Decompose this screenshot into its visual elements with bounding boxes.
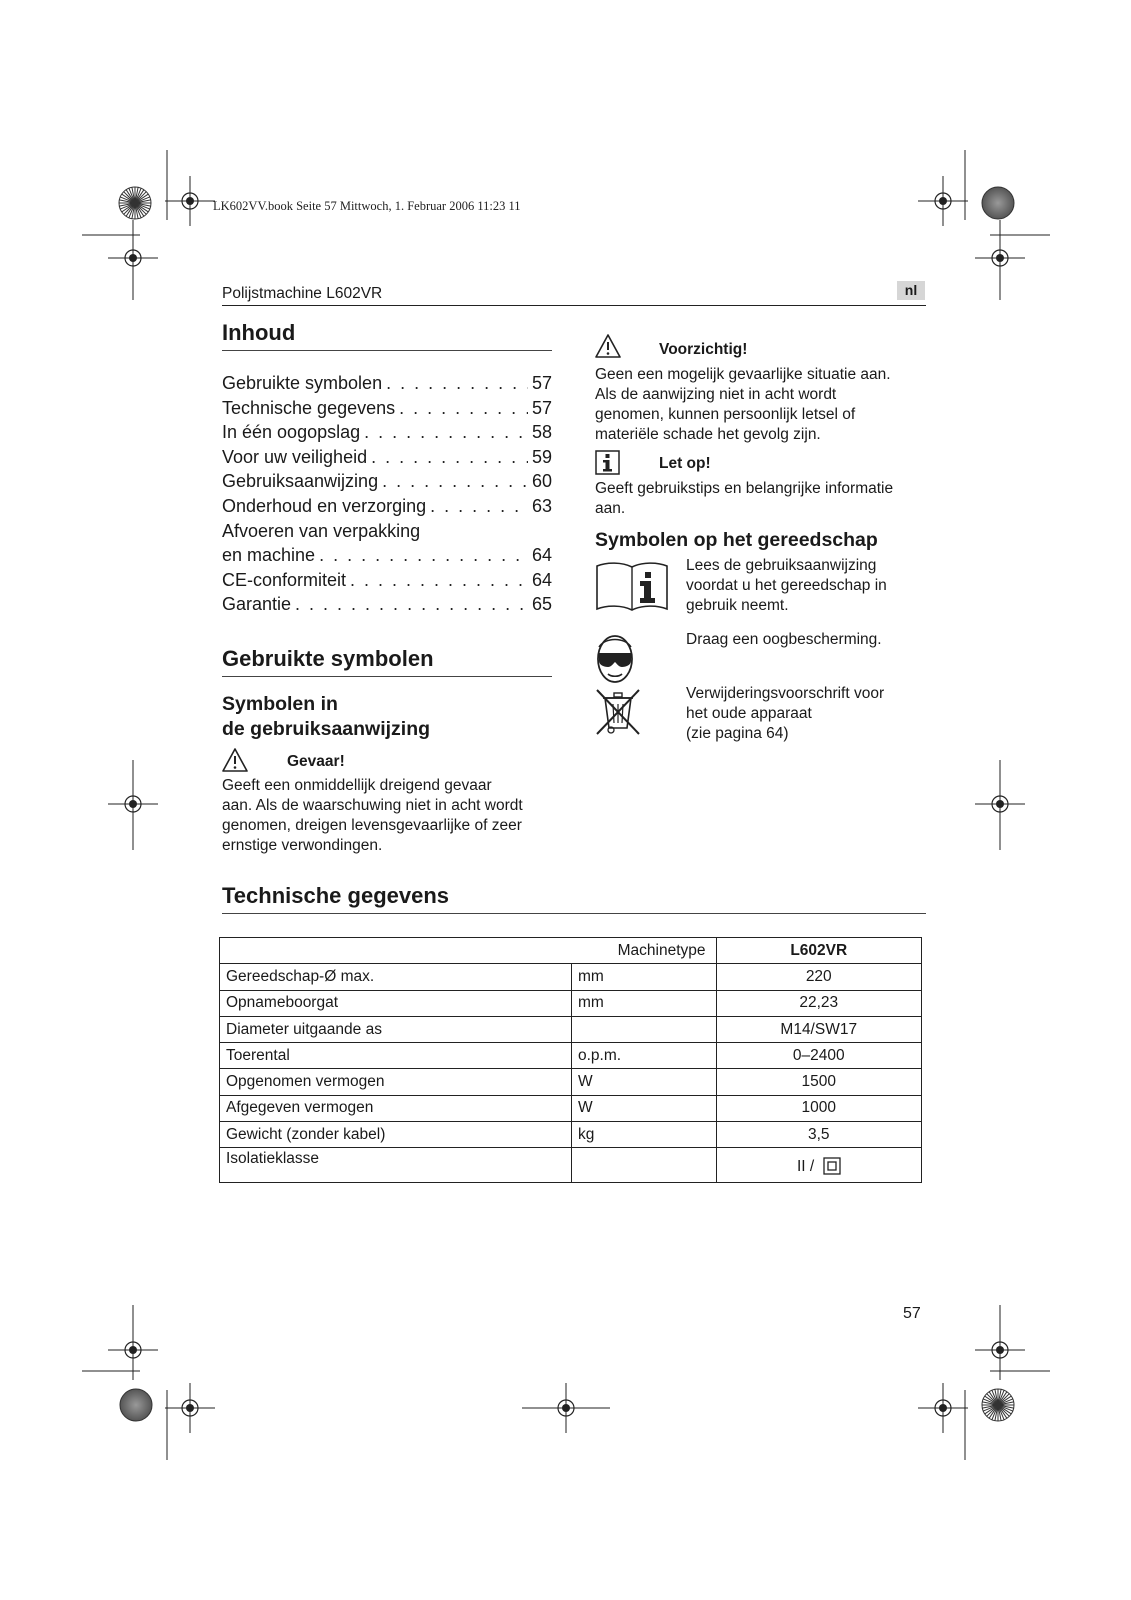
toc-entry[interactable] bbox=[222, 545, 552, 570]
toc-entry[interactable] bbox=[222, 471, 552, 496]
toc-entry[interactable] bbox=[222, 570, 552, 595]
toc-entry[interactable] bbox=[222, 521, 552, 546]
toc-entry-label: Technische gegevens bbox=[222, 397, 396, 418]
book-info-line: LK602VV.book Seite 57 Mittwoch, 1. Februar 2006 11:23 11 bbox=[213, 199, 521, 213]
danger-text: Geeft een onmiddellijk dreigend gevaar aan. Als de waarschuwing niet in acht wordt genomen, dreigen levensgevaarlijke of zeer ernstige verwondingen. bbox=[222, 777, 523, 854]
toc-entry[interactable] bbox=[222, 496, 552, 521]
page-number: 57 bbox=[903, 1305, 921, 1322]
table-header-row bbox=[220, 938, 922, 964]
tool-symbols-heading: Symbolen op het gereedschap bbox=[595, 529, 878, 551]
table-row: Gereedschap-Ø max. mm 220 bbox=[220, 964, 922, 990]
symbols-subheading: Symbolen in de gebruiksaanwijzing bbox=[222, 693, 431, 740]
toc-entry-page: 60 bbox=[531, 471, 552, 492]
toc-entry-label: Gebruikte symbolen bbox=[222, 373, 383, 393]
machine-type-label: Machinetype bbox=[572, 938, 717, 964]
model-name: L602VR bbox=[716, 938, 922, 964]
toc-entry[interactable] bbox=[222, 594, 552, 619]
double-insulation-icon bbox=[823, 1157, 841, 1175]
table-row: Isolatieklasse II / bbox=[220, 1148, 922, 1183]
toc-entry-page: 64 bbox=[531, 569, 552, 590]
toc-entry-page: 58 bbox=[531, 422, 552, 443]
caution-label: Voorzichtig! bbox=[659, 341, 748, 358]
danger-label: Gevaar! bbox=[287, 753, 345, 770]
toc-entry-label: Garantie bbox=[222, 594, 292, 615]
toc-entry-page: 59 bbox=[531, 446, 552, 467]
caution-text: Geen een mogelijk gevaarlijke situatie aan. Als de aanwijzing niet in acht wordt genomen, kunnen persoonlijk letsel of materiële schade het gevolg zijn. bbox=[595, 366, 891, 443]
warning-triangle-icon bbox=[595, 334, 621, 358]
toc-entry-label: Onderhoud en verzorging bbox=[222, 495, 427, 516]
toc-entry[interactable] bbox=[222, 447, 552, 472]
table-row: Toerental o.p.m. 0–2400 bbox=[220, 1043, 922, 1069]
eye-protection-icon bbox=[595, 633, 635, 685]
toc-entry-label: Voor uw veiligheid bbox=[222, 446, 368, 467]
symbols-heading-rule bbox=[222, 676, 552, 677]
header-rule bbox=[222, 305, 926, 306]
toc-entry-label: Gebruiksaanwijzing bbox=[222, 471, 379, 492]
note-label: Let op! bbox=[659, 455, 711, 472]
toc-entry-label: en machine bbox=[222, 545, 316, 566]
table-row: Opgenomen vermogen W 1500 bbox=[220, 1069, 922, 1095]
info-icon bbox=[595, 450, 620, 475]
tool-symbol-disposal-text: Verwijderingsvoorschrift voor het oude apparaat (zie pagina 64) bbox=[686, 685, 885, 742]
note-text: Geeft gebruikstips en belangrijke informatie aan. bbox=[595, 480, 894, 517]
toc-entry-page: 57 bbox=[531, 373, 552, 393]
tool-symbol-eye-text: Draag een oogbescherming. bbox=[686, 631, 882, 648]
tech-data-heading: Technische gegevens bbox=[222, 883, 450, 908]
tech-data-table bbox=[219, 937, 922, 1183]
toc-heading: Inhoud bbox=[222, 320, 296, 345]
toc-entry[interactable] bbox=[222, 422, 552, 447]
toc-entry-label: Afvoeren van verpakking bbox=[222, 520, 421, 541]
table-of-contents bbox=[222, 373, 552, 619]
toc-heading-rule bbox=[222, 350, 552, 351]
symbols-heading: Gebruikte symbolen bbox=[222, 646, 434, 671]
manual-book-icon bbox=[595, 561, 669, 613]
toc-entry-label: In één oogopslag bbox=[222, 422, 361, 443]
warning-triangle-icon bbox=[222, 748, 248, 772]
toc-entry-page: 57 bbox=[531, 397, 552, 418]
language-badge: nl bbox=[897, 281, 925, 300]
toc-entry-page: 65 bbox=[531, 594, 552, 615]
toc-entry[interactable] bbox=[222, 373, 552, 398]
toc-entry-page: 63 bbox=[531, 495, 552, 516]
table-row: Afgegeven vermogen W 1000 bbox=[220, 1095, 922, 1121]
tech-data-heading-rule bbox=[222, 913, 926, 914]
table-row: Opnameboorgat mm 22,23 bbox=[220, 990, 922, 1016]
table-row: Gewicht (zonder kabel) kg 3,5 bbox=[220, 1122, 922, 1148]
page-header-title: Polijstmachine L602VR bbox=[222, 285, 383, 302]
tool-symbol-manual-text: Lees de gebruiksaanwijzing voordat u het gereedschap in gebruik neemt. bbox=[686, 557, 887, 614]
toc-entry-page: 64 bbox=[531, 545, 552, 566]
crossed-bin-icon bbox=[595, 688, 641, 736]
toc-entry-label: CE-conformiteit bbox=[222, 569, 347, 590]
toc-entry[interactable] bbox=[222, 398, 552, 423]
table-row: Diameter uitgaande as M14/SW17 bbox=[220, 1016, 922, 1042]
insulation-class-value: II / bbox=[796, 1157, 815, 1175]
